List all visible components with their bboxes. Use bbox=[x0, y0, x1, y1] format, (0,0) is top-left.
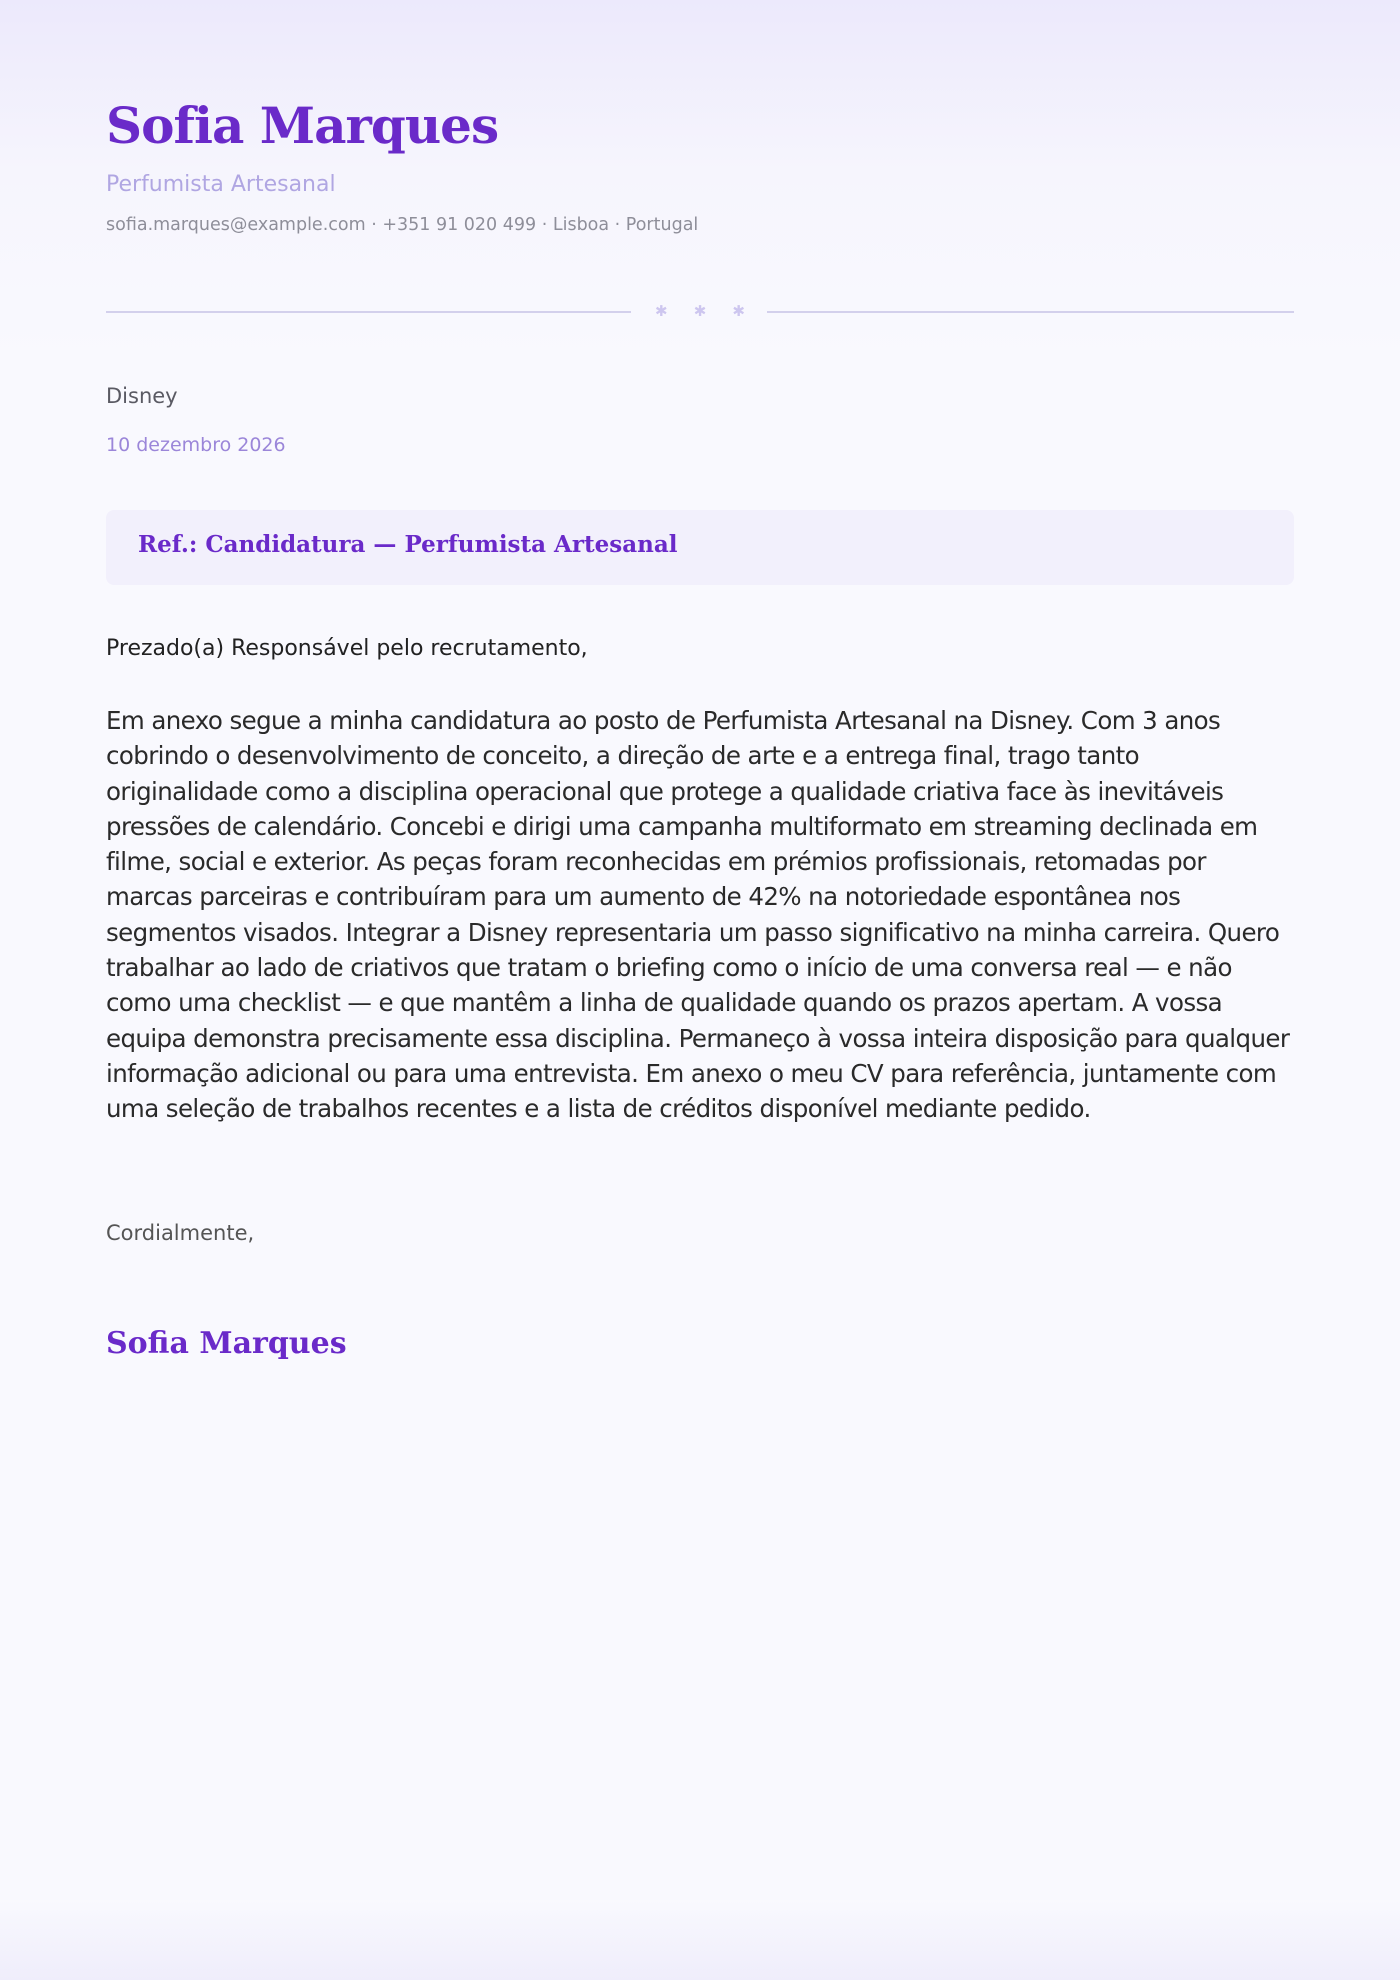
signature: Sofia Marques bbox=[106, 1326, 347, 1361]
reference-box bbox=[106, 510, 1294, 585]
applicant-name: Sofia Marques bbox=[106, 96, 499, 155]
divider-line-right bbox=[767, 311, 1294, 313]
asterisk-icon: ✱ bbox=[693, 302, 707, 320]
ornamental-divider bbox=[106, 298, 1294, 324]
asterisk-icon: ✱ bbox=[655, 302, 668, 320]
applicant-role: Perfumista Artesanal bbox=[106, 172, 336, 197]
divider-line-left bbox=[106, 311, 631, 313]
asterisk-icon: ✱ bbox=[732, 302, 745, 320]
closing: Cordialmente, bbox=[106, 1221, 255, 1245]
letter-body: Em anexo segue a minha candidatura ao posto de Perfumista Artesanal na Disney. Com 3 anos cobrindo o desenvolvimento de conceito, a direção de arte e a entrega final, trago tanto originalidade como a disciplina operacional que protege a qualidade criativa face às inevitáveis pressões de calendário. Concebi e dirigi uma campanha multiformato em streaming declinada em filme, social e exterior. As peças foram reconhecidas em prémios profissionais, retomadas por marcas parceiras e contribuíram para um aumento de 42% na notoriedade espontânea nos segmentos visados. Integrar a Disney representaria um passo significativo na minha carreira. Quero trabalhar ao lado de criativos que tratam o briefing como o início de uma conversa real — e não como uma checklist — e que mantêm a linha de qualidade quando os prazos apertam. A vossa equipa demonstra precisamente essa disciplina. Permaneço à vossa inteira disposição para qualquer informação adicional ou para uma entrevista. Em anexo o meu CV para referência, juntamente com uma seleção de trabalhos recentes e a lista de créditos disponível mediante pedido. bbox=[106, 706, 1290, 1124]
salutation: Prezado(a) Responsável pelo recrutamento, bbox=[106, 636, 588, 661]
reference-line: Ref.: Candidatura — Perfumista Artesanal bbox=[138, 531, 678, 558]
cover-letter-page bbox=[106, 0, 1294, 1980]
divider-ornament bbox=[655, 298, 745, 324]
contact-line: sofia.marques@example.com · +351 91 020 499 · Lisboa · Portugal bbox=[106, 215, 699, 235]
recipient-company: Disney bbox=[106, 384, 178, 408]
letter-date: 10 dezembro 2026 bbox=[106, 434, 286, 456]
